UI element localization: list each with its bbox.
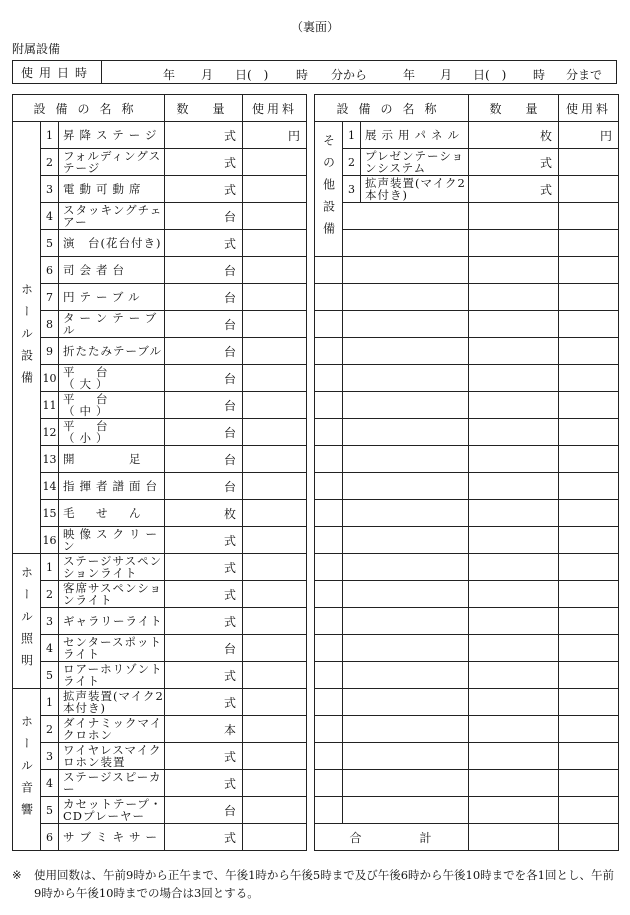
- table-row: [13, 446, 619, 473]
- item-qty: 枚: [469, 122, 559, 149]
- period-minute-to: 分まで: [566, 68, 603, 82]
- item-number: 6: [41, 824, 59, 851]
- item-qty: 式: [165, 770, 243, 797]
- item-fee: [243, 149, 307, 176]
- item-fee: [243, 500, 307, 527]
- item-number: 5: [41, 230, 59, 257]
- item-fee: [559, 176, 619, 203]
- item-qty: 台: [165, 311, 243, 338]
- item-fee: [243, 392, 307, 419]
- item-qty: 式: [165, 176, 243, 203]
- item-name: センタースポットライト: [59, 635, 165, 662]
- item-number: 9: [41, 338, 59, 365]
- item-number: 2: [41, 716, 59, 743]
- item-fee: [243, 581, 307, 608]
- item-name: 昇降ステージ: [59, 122, 165, 149]
- table-row: [13, 716, 619, 743]
- item-name: スタッキングチェアー: [59, 203, 165, 230]
- item-qty: 式: [165, 230, 243, 257]
- item-qty: 式: [165, 608, 243, 635]
- item-name: プレゼンテーションシステム: [361, 149, 469, 176]
- usage-period-label: 使用日時: [13, 61, 102, 83]
- item-fee: [243, 176, 307, 203]
- item-name: ワイヤレスマイクロホン装置: [59, 743, 165, 770]
- item-number: 6: [41, 257, 59, 284]
- item-fee: [243, 365, 307, 392]
- item-number: 2: [343, 149, 361, 176]
- item-name: 開 足: [59, 446, 165, 473]
- period-year-to: 年: [403, 68, 416, 82]
- period-hour-from: 時: [296, 68, 309, 82]
- item-number: 7: [41, 284, 59, 311]
- table-row: [13, 311, 619, 338]
- item-number: 3: [343, 176, 361, 203]
- item-number: 4: [41, 635, 59, 662]
- item-name: ギャラリーライト: [59, 608, 165, 635]
- item-fee: [243, 743, 307, 770]
- item-qty: 式: [165, 662, 243, 689]
- item-fee: [243, 716, 307, 743]
- item-number: 4: [41, 203, 59, 230]
- usage-period-row: [12, 60, 617, 84]
- item-name: カセットテープ・CDプレーヤー: [59, 797, 165, 824]
- item-fee: [243, 662, 307, 689]
- item-fee: [243, 446, 307, 473]
- item-name: 円テーブル: [59, 284, 165, 311]
- col-header-name-2: 設備の名称: [315, 95, 469, 122]
- category-label: その他設備: [321, 134, 336, 244]
- category-cell: [13, 554, 41, 689]
- category-label: ホール音響: [19, 714, 34, 825]
- item-qty: 台: [165, 446, 243, 473]
- table-row: [13, 500, 619, 527]
- item-qty: 式: [165, 581, 243, 608]
- item-qty: 式: [165, 689, 243, 716]
- item-name: 客席サスペンションライト: [59, 581, 165, 608]
- table-row: [13, 608, 619, 635]
- item-number: 8: [41, 311, 59, 338]
- item-name: ステージサスペンションライト: [59, 554, 165, 581]
- item-qty: 台: [165, 797, 243, 824]
- col-header-qty-2: 数 量: [469, 95, 559, 122]
- item-number: 16: [41, 527, 59, 554]
- col-header-qty: 数 量: [165, 95, 243, 122]
- item-number: 11: [41, 392, 59, 419]
- item-number: 3: [41, 743, 59, 770]
- table-row: [13, 662, 619, 689]
- item-fee: [243, 419, 307, 446]
- item-number: 10: [41, 365, 59, 392]
- equipment-table: [12, 94, 619, 851]
- table-row: [13, 122, 619, 149]
- item-qty: 式: [165, 743, 243, 770]
- period-day-to: 日( ): [473, 68, 507, 82]
- category-cell: [13, 122, 41, 554]
- item-number: 1: [41, 554, 59, 581]
- item-qty: 式: [165, 824, 243, 851]
- item-number: 5: [41, 662, 59, 689]
- item-fee: 円: [243, 122, 307, 149]
- category-cell: [315, 122, 343, 257]
- item-qty: 式: [165, 527, 243, 554]
- item-qty: 台: [165, 338, 243, 365]
- item-name: 折たたみテーブル: [59, 338, 165, 365]
- item-fee: [243, 554, 307, 581]
- item-name: 平 台 （小）: [59, 419, 165, 446]
- table-row: [13, 365, 619, 392]
- item-fee: [243, 635, 307, 662]
- item-name: 演 台(花台付き): [59, 230, 165, 257]
- item-qty: 式: [165, 122, 243, 149]
- total-fee: [559, 824, 619, 851]
- item-number: 3: [41, 176, 59, 203]
- section-title: 附属設備: [12, 42, 61, 56]
- table-row: [13, 257, 619, 284]
- item-number: 14: [41, 473, 59, 500]
- item-fee: [243, 473, 307, 500]
- item-fee: [243, 824, 307, 851]
- item-number: 1: [41, 122, 59, 149]
- total-qty: [469, 824, 559, 851]
- item-name: 平 台 （中）: [59, 392, 165, 419]
- item-name: サブミキサー: [59, 824, 165, 851]
- period-hour-to: 時: [533, 68, 546, 82]
- col-header-fee: 使用料: [243, 95, 307, 122]
- item-number: 5: [41, 797, 59, 824]
- footnote-mark: ※: [12, 868, 22, 882]
- item-fee: [243, 230, 307, 257]
- item-fee: [243, 770, 307, 797]
- item-number: 2: [41, 149, 59, 176]
- item-fee: 円: [559, 122, 619, 149]
- item-fee: [243, 608, 307, 635]
- item-fee: [243, 338, 307, 365]
- item-qty: 台: [165, 284, 243, 311]
- item-number: 15: [41, 500, 59, 527]
- item-qty: 式: [469, 176, 559, 203]
- table-row: [13, 635, 619, 662]
- table-row: [13, 797, 619, 824]
- item-name: 展示用パネル: [361, 122, 469, 149]
- item-fee: [559, 149, 619, 176]
- period-day-from: 日( ): [235, 68, 269, 82]
- item-fee: [243, 203, 307, 230]
- category-cell: [13, 689, 41, 851]
- item-qty: 式: [469, 149, 559, 176]
- table-row: [13, 689, 619, 716]
- item-name: 拡声装置(マイク2本付き): [361, 176, 469, 203]
- item-qty: 式: [165, 149, 243, 176]
- item-qty: 台: [165, 635, 243, 662]
- item-qty: 式: [165, 554, 243, 581]
- table-row: [13, 419, 619, 446]
- item-fee: [243, 284, 307, 311]
- item-number: 13: [41, 446, 59, 473]
- item-qty: 台: [165, 473, 243, 500]
- period-year-from: 年: [163, 68, 176, 82]
- item-fee: [243, 311, 307, 338]
- item-name: ロアーホリゾントライト: [59, 662, 165, 689]
- item-name: ステージスピーカー: [59, 770, 165, 797]
- table-row: [13, 743, 619, 770]
- col-header-fee-2: 使用料: [559, 95, 619, 122]
- item-number: 3: [41, 608, 59, 635]
- item-name: フォルディングステージ: [59, 149, 165, 176]
- table-row: [13, 824, 619, 851]
- item-name: 映像スクリーン: [59, 527, 165, 554]
- item-fee: [243, 527, 307, 554]
- table-row: [13, 392, 619, 419]
- item-fee: [243, 689, 307, 716]
- item-number: 1: [41, 689, 59, 716]
- table-row: [13, 284, 619, 311]
- back-side-label: （裏面）: [290, 20, 339, 34]
- table-row: [13, 581, 619, 608]
- item-qty: 台: [165, 257, 243, 284]
- item-qty: 本: [165, 716, 243, 743]
- total-label: 合 計: [315, 824, 469, 851]
- table-row: [13, 338, 619, 365]
- item-fee: [243, 257, 307, 284]
- item-name: 毛 せ ん: [59, 500, 165, 527]
- category-label: ホール照明: [19, 566, 34, 676]
- item-name: 電動可動席: [59, 176, 165, 203]
- table-row: [13, 554, 619, 581]
- item-name: ターンテーブル: [59, 311, 165, 338]
- item-fee: [243, 797, 307, 824]
- item-name: ダイナミックマイクロホン: [59, 716, 165, 743]
- period-month-to: 月: [440, 68, 453, 82]
- item-name: 司会者台: [59, 257, 165, 284]
- item-qty: 台: [165, 419, 243, 446]
- period-month-from: 月: [201, 68, 214, 82]
- item-name: 拡声装置(マイク2本付き): [59, 689, 165, 716]
- col-header-name: 設備の名称: [13, 95, 165, 122]
- footnote-text: 使用回数は、午前9時から正午まで、午後1時から午後5時まで及び午後6時から午後10時までを各1回とし、午前9時から午後10時までの場合は3回とする。: [34, 868, 614, 900]
- item-qty: 台: [165, 392, 243, 419]
- footnote: [12, 866, 618, 902]
- period-minute-from: 分から: [331, 68, 368, 82]
- item-qty: 台: [165, 365, 243, 392]
- item-number: 12: [41, 419, 59, 446]
- table-row: [13, 473, 619, 500]
- item-number: 2: [41, 581, 59, 608]
- table-row: [13, 527, 619, 554]
- table-row: [13, 770, 619, 797]
- item-qty: 枚: [165, 500, 243, 527]
- item-number: 4: [41, 770, 59, 797]
- category-label: ホール設備: [19, 282, 34, 393]
- item-qty: 台: [165, 203, 243, 230]
- item-number: 1: [343, 122, 361, 149]
- item-name: 平 台 （大）: [59, 365, 165, 392]
- item-name: 指揮者譜面台: [59, 473, 165, 500]
